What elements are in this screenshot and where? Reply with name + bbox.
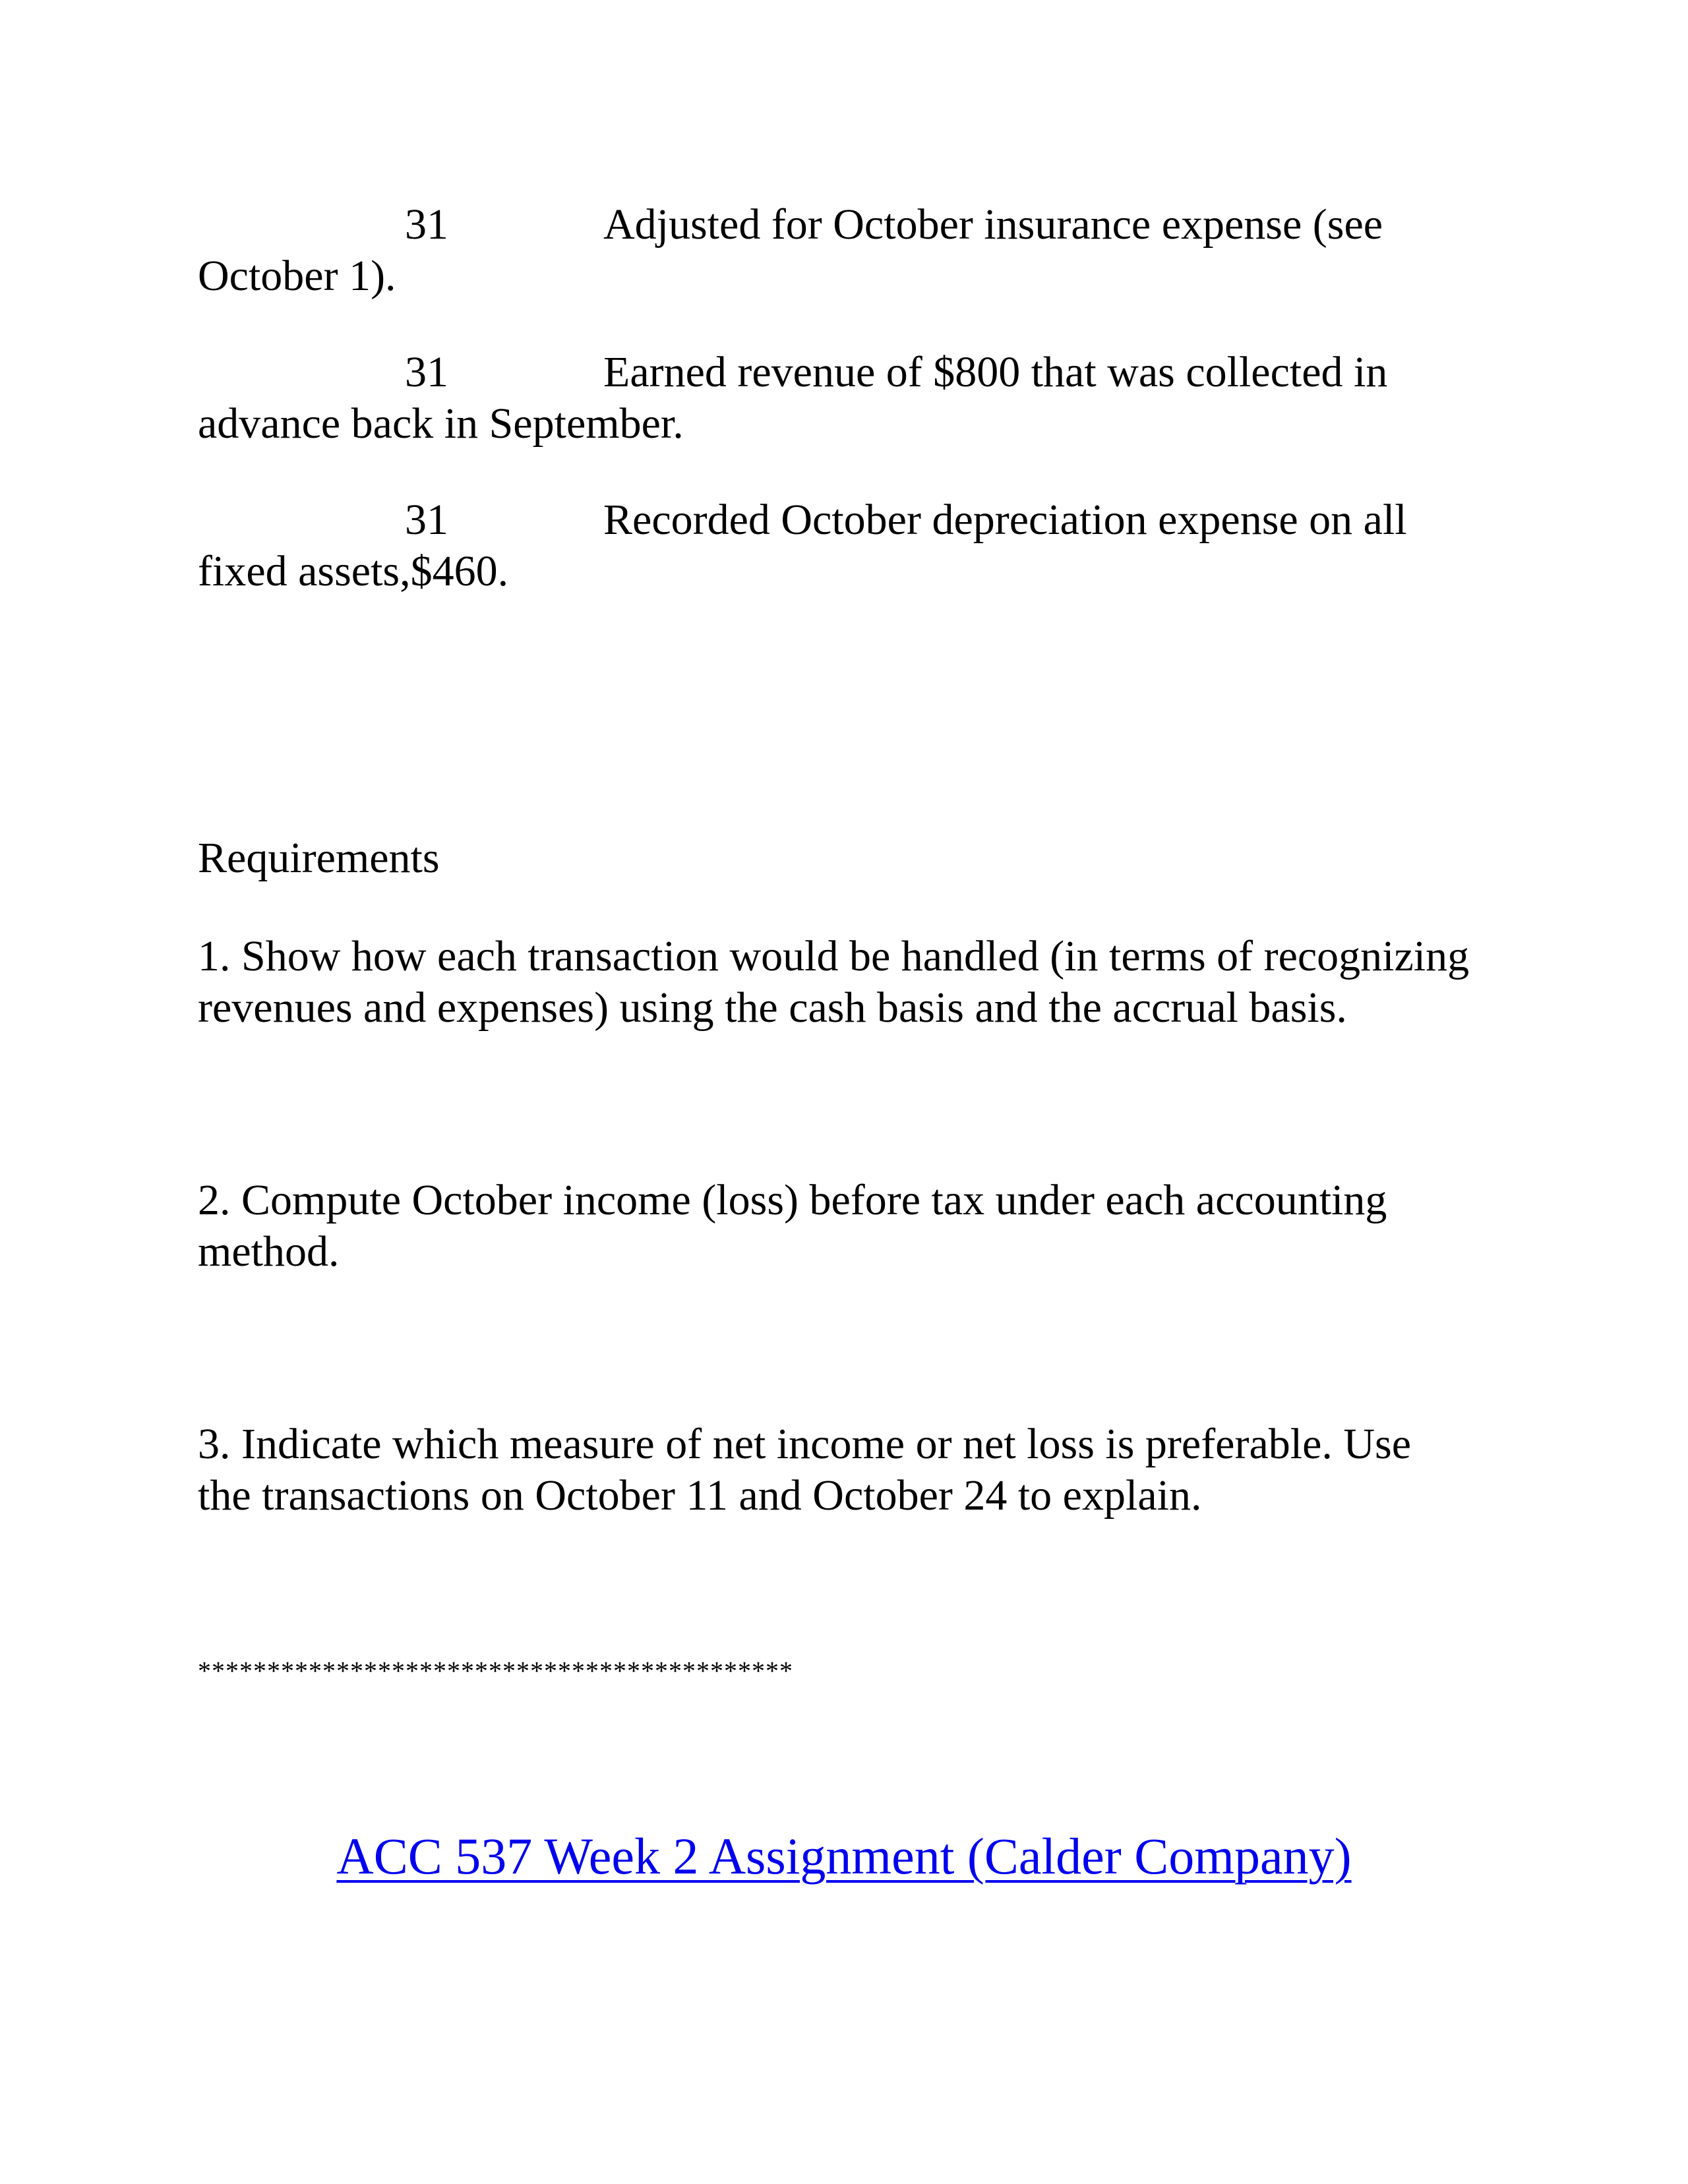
requirement-item — [198, 1175, 1387, 1278]
transaction-description-continued: advance back in September. — [198, 399, 684, 448]
transaction-description: Earned revenue of $800 that was collected in — [603, 348, 1388, 396]
transaction-description-continued: fixed assets,$460. — [198, 547, 509, 595]
requirement-line: method. — [198, 1227, 340, 1276]
requirement-item — [198, 1419, 1411, 1521]
requirement-line: 1. Show how each transaction would be handled (in terms of recognizing — [198, 932, 1470, 980]
requirement-line: 2. Compute October income (loss) before tax under each accounting — [198, 1176, 1387, 1224]
assignment-link-container — [0, 1826, 1688, 1887]
requirement-line: the transactions on October 11 and October 24 to explain. — [198, 1471, 1202, 1520]
transaction-description-continued: October 1). — [198, 252, 396, 300]
requirements-heading: Requirements — [198, 834, 440, 882]
transaction-description: Recorded October depreciation expense on all — [603, 496, 1407, 544]
asterisk-separator: ******************************************* — [198, 1656, 793, 1686]
transaction-entry — [198, 199, 1383, 302]
transaction-entry — [198, 494, 1407, 597]
requirement-line: revenues and expenses) using the cash basis and the accrual basis. — [198, 984, 1347, 1032]
transaction-description: Adjusted for October insurance expense (see — [603, 200, 1383, 249]
transaction-day: 31 — [405, 200, 448, 249]
requirement-line: 3. Indicate which measure of net income or net loss is preferable. Use — [198, 1420, 1412, 1468]
transaction-day: 31 — [405, 348, 448, 396]
assignment-link[interactable]: ACC 537 Week 2 Assignment (Calder Company) — [336, 1827, 1352, 1885]
requirement-item — [198, 931, 1469, 1034]
transaction-day: 31 — [405, 496, 448, 544]
transaction-entry — [198, 347, 1388, 450]
